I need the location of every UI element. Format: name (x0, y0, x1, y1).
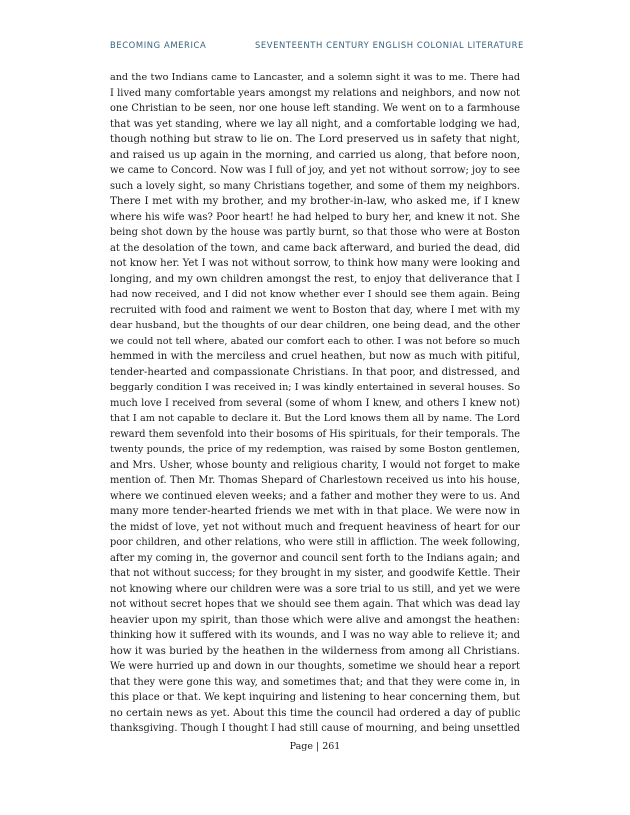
text-line: hemmed in with the merciless and cruel heathen, but now as much with pitiful, (110, 351, 520, 362)
text-line: not knowing where our children were was a sore trial to us still, and yet we were (110, 583, 520, 595)
text-line: no certain news as yet. About this time the council had ordered a day of public (110, 706, 520, 719)
text-line: thinking how it suffered with its wounds, and I was no way able to relieve it; and (110, 630, 520, 641)
text-line: dear husband, but the thoughts of our dear children, one being dead, and the other (110, 320, 520, 331)
text-line: mention of. Then Mr. Thomas Shepard of Charlestown received us into his house, (110, 475, 520, 486)
text-line: heavier upon my spirit, than those which were alive and amongst the heathen: (110, 613, 520, 626)
text-line: thanksgiving. Though I thought I had still cause of mourning, and being unsettled (110, 723, 520, 734)
text-line: how it was buried by the heathen in the wilderness from among all Christians. (110, 644, 520, 657)
text-line: We were hurried up and down in our thoughts, sometime we should hear a report (110, 661, 520, 672)
text-line: that was yet standing, where we lay all night, and a comfortable lodging we had, (110, 118, 520, 130)
text-line: after my coming in, the governor and council sent forth to the Indians again; and (110, 552, 520, 564)
text-line: this place or that. We kept inquiring and listening to hear concerning them, but (110, 692, 520, 703)
text-line: poor children, and other relations, who were still in affliction. The week following, (110, 537, 520, 548)
text-line: that I am not capable to declare it. But the Lord knows them all by name. The Lord (110, 413, 520, 424)
text-line: reward them sevenfold into their bosoms of His spirituals, for their temporals. The (110, 428, 520, 440)
body-paragraph (110, 70, 520, 737)
text-line: longing, and my own children amongst the rest, to enjoy that deliverance that I (110, 273, 520, 285)
text-line: and Mrs. Usher, whose bounty and religious charity, I would not forget to make (110, 459, 520, 471)
text-line: many more tender-hearted friends we met with in that place. We were now in (110, 505, 520, 517)
text-line: much love I received from several (some of whom I knew, and others I knew not) (110, 397, 520, 409)
text-line: we could not tell where, abated our comfort each to other. I was not before so much (110, 335, 520, 347)
text-line: not without secret hopes that we should see them again. That which was dead lay (110, 599, 520, 610)
header-book-title: BECOMING AMERICA (110, 40, 207, 50)
header-section-title: SEVENTEENTH CENTURY ENGLISH COLONIAL LITERATURE (255, 40, 524, 50)
text-line: at the desolation of the town, and came back afterward, and buried the dead, did (110, 242, 520, 254)
text-line: that they were gone this way, and sometimes that; and that they were come in, in (110, 676, 520, 688)
text-line: twenty pounds, the price of my redemption, was raised by some Boston gentlemen, (110, 444, 520, 455)
text-line: There I met with my brother, and my brother-in-law, who asked me, if I knew (110, 195, 520, 207)
text-line: where we continued eleven weeks; and a father and mother they were to us. And (110, 490, 520, 502)
text-line: beggarly condition I was received in; I was kindly entertained in several houses. So (110, 382, 520, 393)
text-line: being shot down by the house was partly burnt, so that those who were at Boston (110, 227, 520, 238)
text-line: that not without success; for they brought in my sister, and goodwife Kettle. Their (110, 568, 520, 579)
text-line: one Christian to be seen, nor one house left standing. We went on to a farmhouse (110, 103, 520, 114)
text-line: we came to Concord. Now was I full of joy, and yet not without sorrow; joy to see (110, 165, 520, 176)
text-line: where his wife was? Poor heart! he had helped to bury her, and knew it not. She (110, 211, 520, 223)
text-line: the midst of love, yet not without much and frequent heaviness of heart for our (110, 521, 520, 533)
text-line: I lived many comfortable years amongst my relations and neighbors, and now not (110, 87, 520, 99)
text-line: though nothing but straw to lie on. The Lord preserved us in safety that night, (110, 133, 520, 145)
text-line: and the two Indians came to Lancaster, and a solemn sight it was to me. There had (110, 72, 520, 83)
text-line: recruited with food and raiment we went to Boston that day, where I met with my (110, 304, 520, 316)
text-line: such a lovely sight, so many Christians together, and some of them my neighbors. (110, 180, 520, 192)
text-line: had now received, and I did not know whether ever I should see them again. Being (110, 289, 520, 300)
text-line: and raised us up again in the morning, and carried us along, that before noon, (110, 148, 520, 161)
page-number: Page | 261 (289, 741, 341, 752)
text-line: tender-hearted and compassionate Christians. In that poor, and distressed, and (110, 366, 520, 378)
text-line: not know her. Yet I was not without sorrow, to think how many were looking and (110, 258, 520, 269)
